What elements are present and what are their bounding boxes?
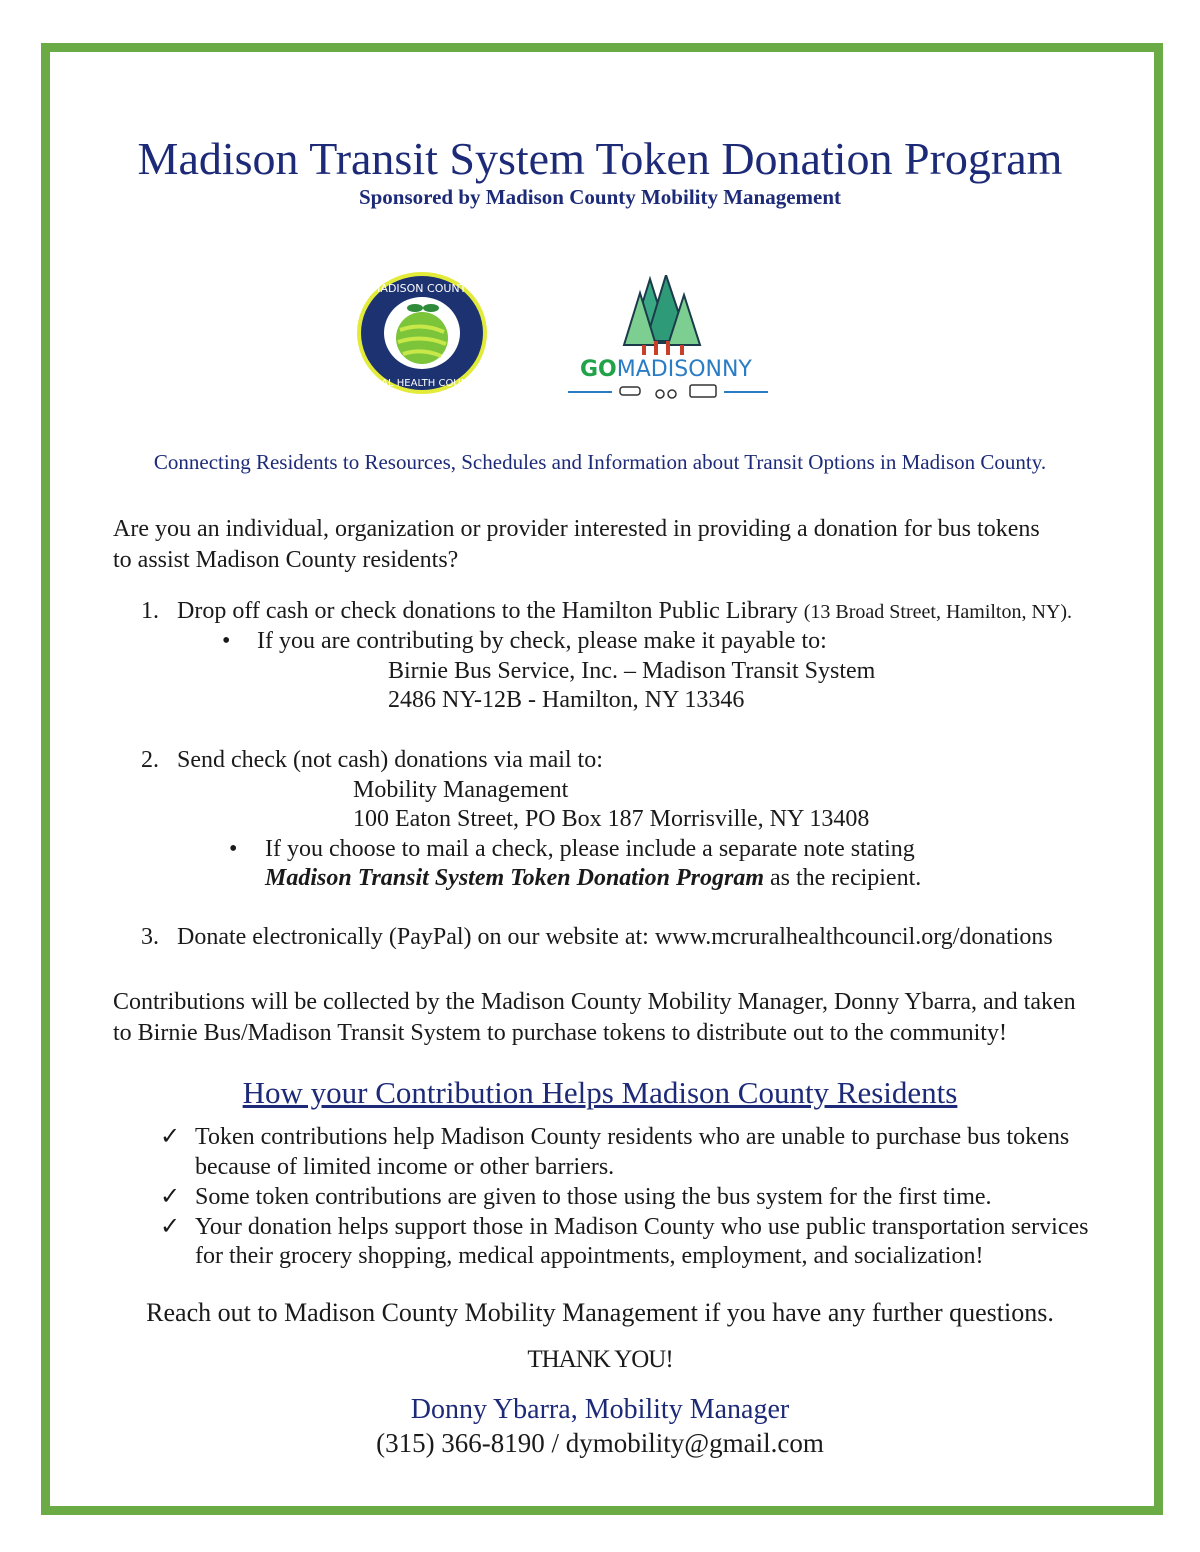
subtitle: Sponsored by Madison County Mobility Management bbox=[358, 185, 842, 209]
rural-health-council-logo bbox=[355, 270, 489, 396]
check-icon: ✓ bbox=[160, 1184, 181, 1210]
step-3-number: 3. bbox=[141, 924, 159, 950]
mail-address-1: Mobility Management bbox=[353, 777, 569, 803]
step-1-text: Drop off cash or check donations to the Hamilton Public Library bbox=[177, 598, 798, 624]
recipient-text: as the recipient. bbox=[763, 865, 922, 891]
page-border bbox=[41, 43, 1163, 1515]
gomadisonny-logo bbox=[566, 275, 770, 400]
logo-bottom-text: RURAL HEALTH COUNCIL bbox=[360, 378, 484, 389]
bike-icon bbox=[656, 390, 664, 398]
check-icon: ✓ bbox=[160, 1124, 181, 1150]
logo-go-text: GO bbox=[580, 357, 617, 382]
step-3-text: Donate electronically (PayPal) on our website at: www.mcruralhealthcouncil.org/donations bbox=[177, 924, 1053, 950]
step-1-number: 1. bbox=[141, 598, 159, 624]
mail-address-2: 100 Eaton Street, PO Box 187 Morrisville, NY 13408 bbox=[353, 806, 870, 832]
step-2-bullet: If you choose to mail a check, please include a separate note stating bbox=[265, 836, 915, 862]
signature: Donny Ybarra, Mobility Manager bbox=[410, 1394, 790, 1425]
help-item-1: Token contributions help Madison County residents who are unable to purchase bus tokens bbox=[195, 1124, 1070, 1150]
step-2-bullet-cont bbox=[265, 866, 921, 890]
step-1-bullet: If you are contributing by check, please make it payable to: bbox=[257, 628, 827, 654]
bullet-icon: • bbox=[222, 628, 231, 654]
payee: Birnie Bus Service, Inc. – Madison Transit System bbox=[388, 658, 876, 684]
thank-you: THANK YOU! bbox=[527, 1346, 673, 1373]
program-name-emphasis: Madison Transit System Token Donation Program bbox=[265, 865, 764, 891]
step-2-number: 2. bbox=[141, 747, 159, 773]
helps-heading: How your Contribution Helps Madison County Residents bbox=[242, 1075, 958, 1110]
reach-out: Reach out to Madison County Mobility Management if you have any further questions. bbox=[146, 1298, 1054, 1327]
intro-line-1: Are you an individual, organization or provider interested in providing a donation for bus tokens bbox=[113, 516, 1040, 542]
step-1 bbox=[177, 599, 1072, 623]
step-1-address: (13 Broad Street, Hamilton, NY). bbox=[803, 601, 1073, 623]
bus-icon bbox=[690, 385, 716, 397]
help-item-3: Your donation helps support those in Madison County who use public transportation services bbox=[195, 1214, 1089, 1240]
bullet-icon: • bbox=[229, 836, 238, 862]
tagline: Connecting Residents to Resources, Schedules and Information about Transit Options in Madison County. bbox=[153, 450, 1047, 474]
contrib-line-2: to Birnie Bus/Madison Transit System to purchase tokens to distribute out to the community! bbox=[113, 1020, 1007, 1046]
help-item-3-cont: for their grocery shopping, medical appointments, employment, and socialization! bbox=[195, 1243, 984, 1269]
car-icon bbox=[620, 387, 640, 395]
check-icon: ✓ bbox=[160, 1214, 181, 1240]
payee-address: 2486 NY-12B - Hamilton, NY 13346 bbox=[388, 687, 745, 713]
step-2-text: Send check (not cash) donations via mail to: bbox=[177, 747, 603, 773]
contrib-line-1: Contributions will be collected by the Madison County Mobility Manager, Donny Ybarra, and taken bbox=[113, 989, 1076, 1015]
page-title: Madison Transit System Token Donation Program bbox=[137, 133, 1063, 184]
help-item-1-cont: because of limited income or other barriers. bbox=[195, 1154, 615, 1180]
svg-text:GOMADISONNY: GOMADISONNY bbox=[580, 357, 752, 382]
contact-info: (315) 366-8190 / dymobility@gmail.com bbox=[376, 1428, 824, 1458]
intro-line-2: to assist Madison County residents? bbox=[113, 547, 459, 573]
help-item-2: Some token contributions are given to those using the bus system for the first time. bbox=[195, 1184, 992, 1210]
logo-top-text: MADISON COUNTY bbox=[370, 282, 474, 295]
